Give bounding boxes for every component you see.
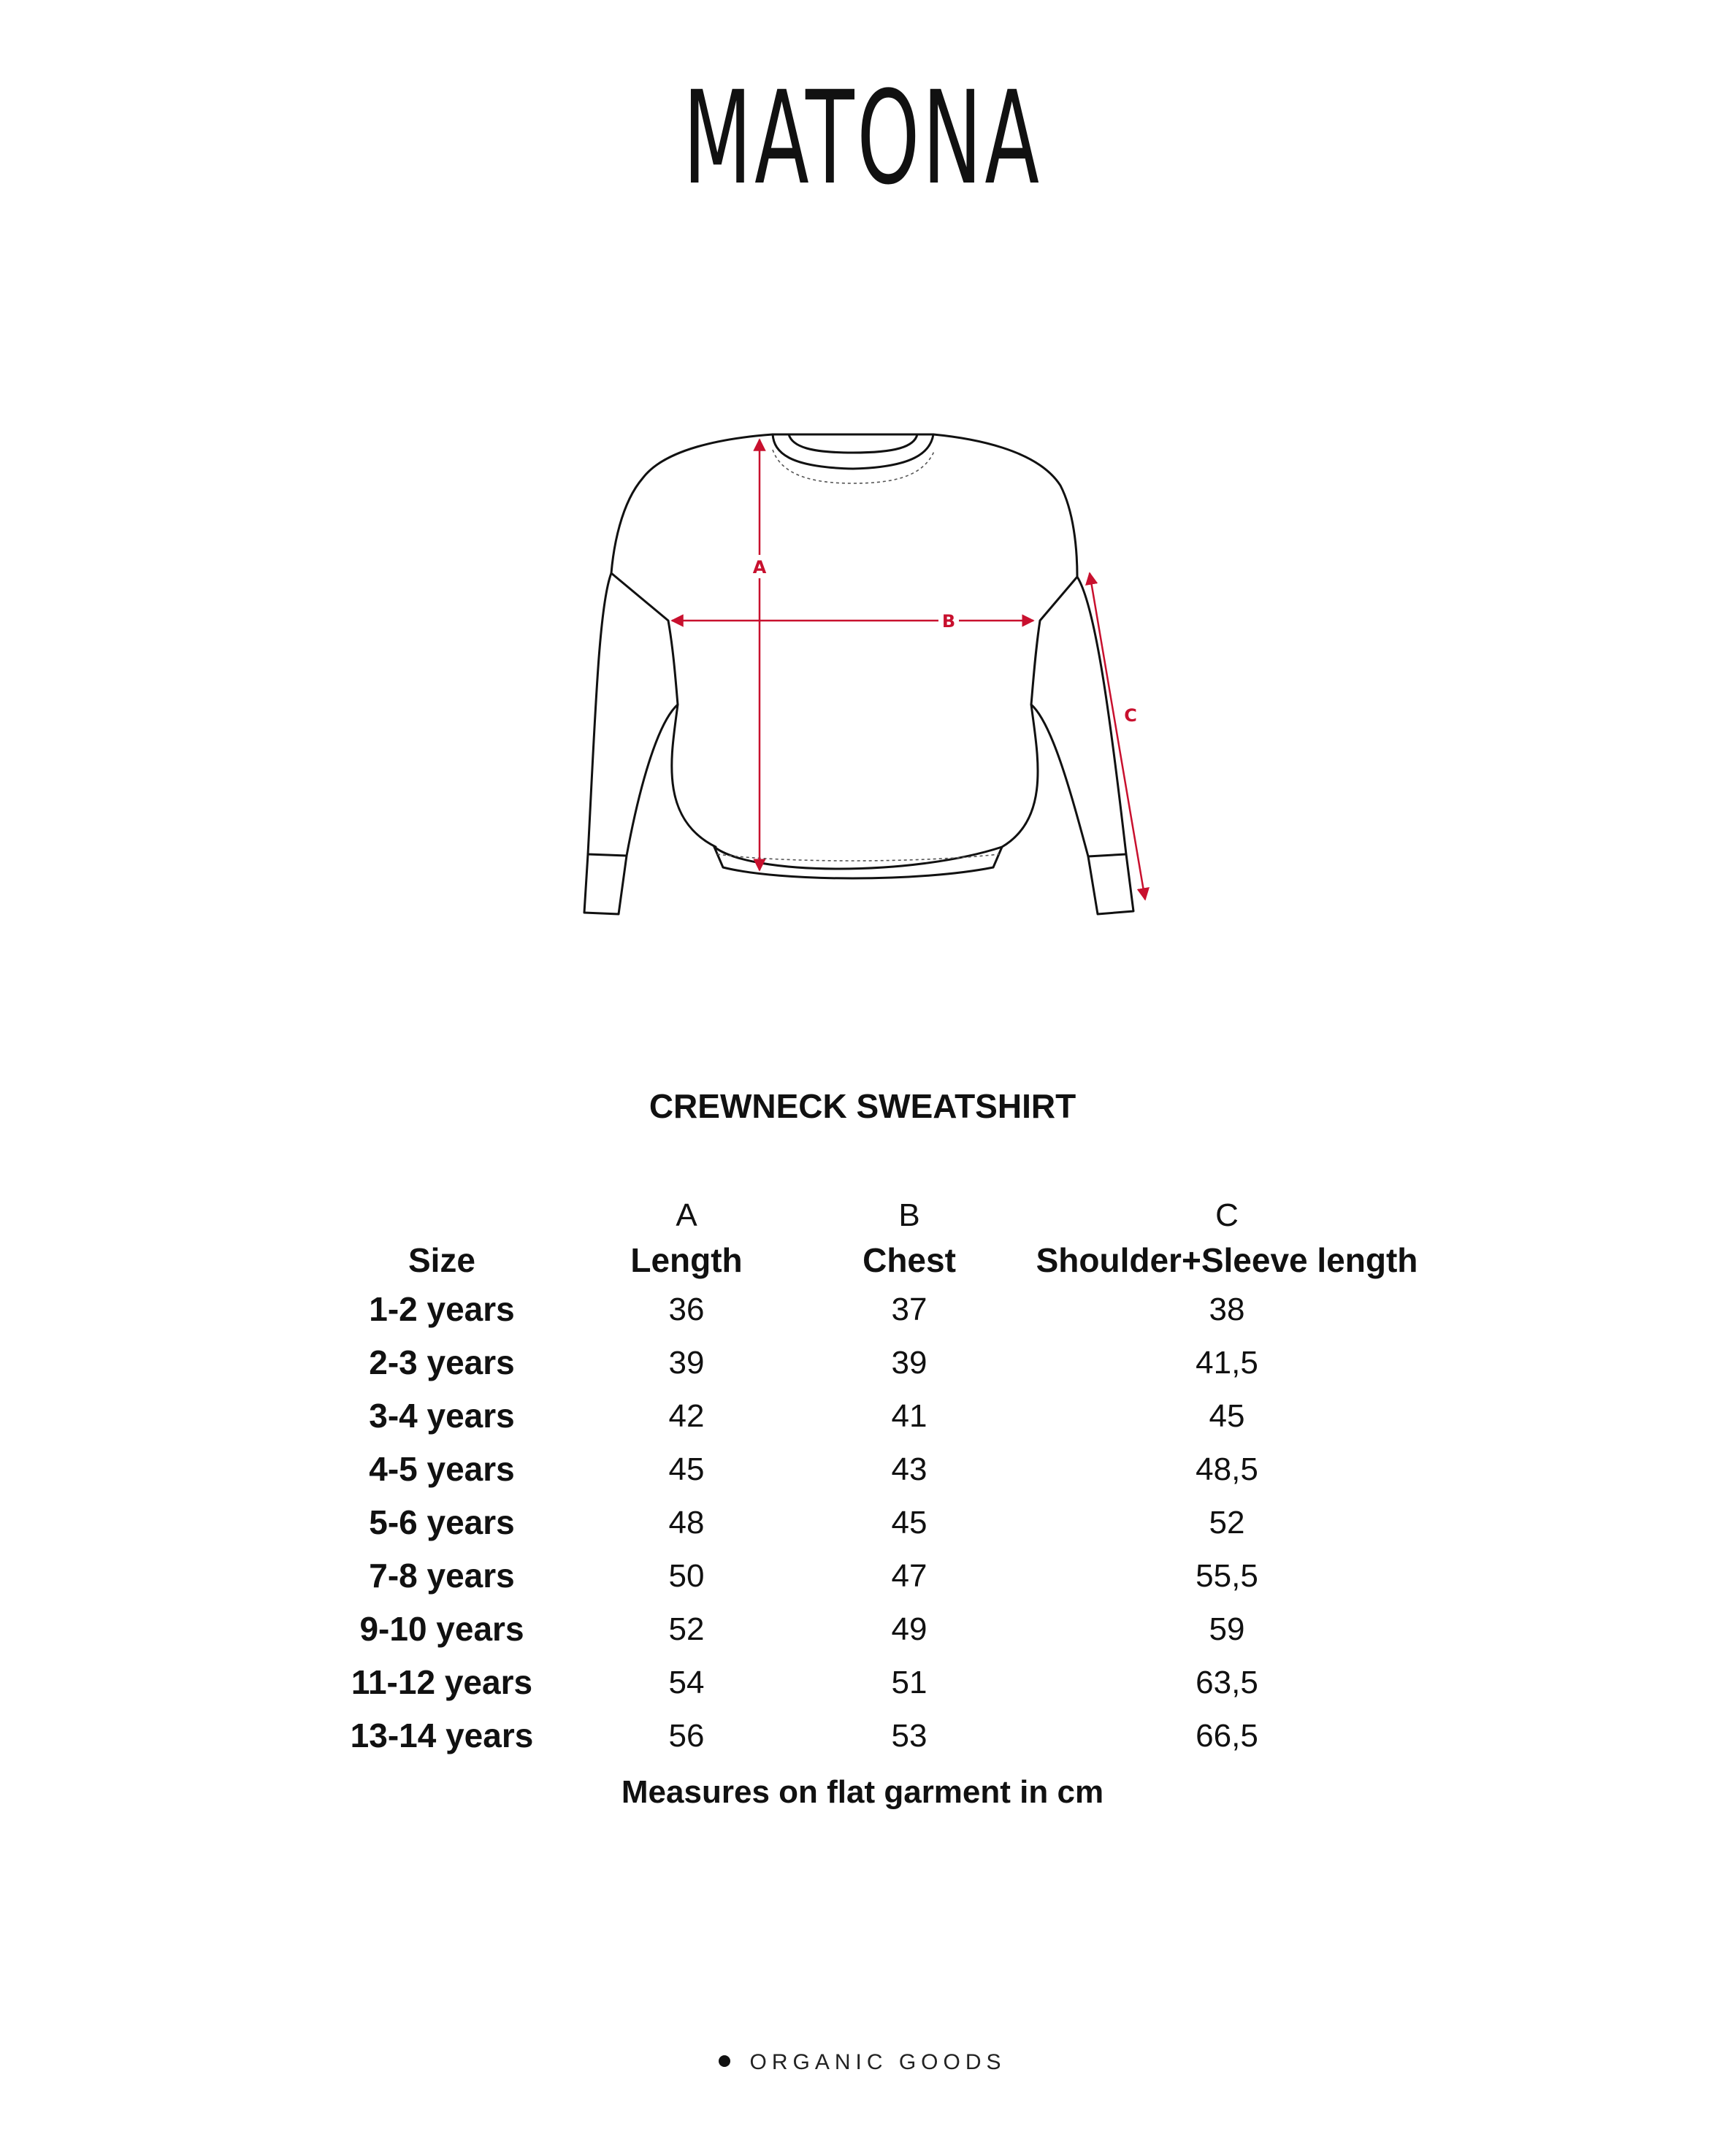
sweatshirt-body xyxy=(611,434,1077,869)
size-cell: 13-14 years xyxy=(350,1716,534,1754)
garment-diagram xyxy=(540,409,1183,920)
size-cell: 2-3 years xyxy=(369,1343,515,1381)
table-row xyxy=(307,1336,1431,1389)
length-cell: 56 xyxy=(668,1718,705,1754)
brand-logo: MATONA xyxy=(683,64,1042,213)
header-shoulder-sleeve: Shoulder+Sleeve length xyxy=(1036,1241,1418,1279)
header-size: Size xyxy=(408,1241,476,1279)
shoulder-sleeve-cell: 38 xyxy=(1209,1292,1245,1327)
chest-cell: 49 xyxy=(891,1611,927,1647)
header-letter-b: B xyxy=(898,1197,920,1233)
length-cell: 54 xyxy=(668,1665,705,1700)
right-sleeve xyxy=(1031,577,1126,856)
shoulder-sleeve-cell: 63,5 xyxy=(1196,1665,1258,1700)
header-letter-c: C xyxy=(1215,1197,1239,1233)
table-row xyxy=(307,1443,1431,1496)
header-letter-size xyxy=(307,1194,577,1238)
chest-cell: 41 xyxy=(891,1398,927,1434)
shoulder-sleeve-cell: 48,5 xyxy=(1196,1451,1258,1487)
table-row xyxy=(307,1603,1431,1656)
header-chest: Chest xyxy=(862,1241,956,1279)
measure-b-label: B xyxy=(941,611,956,632)
table-row xyxy=(307,1389,1431,1443)
header-length: Length xyxy=(630,1241,743,1279)
neckline-inner xyxy=(789,434,917,453)
chest-cell: 37 xyxy=(891,1292,927,1327)
size-cell: 4-5 years xyxy=(369,1450,515,1488)
measurement-footnote: Measures on flat garment in cm xyxy=(621,1774,1104,1810)
measure-a-label: A xyxy=(752,557,767,578)
table-row xyxy=(307,1496,1431,1549)
product-title: CREWNECK SWEATSHIRT xyxy=(649,1087,1076,1125)
length-cell: 45 xyxy=(668,1451,705,1487)
length-cell: 36 xyxy=(668,1292,705,1327)
shoulder-sleeve-cell: 55,5 xyxy=(1196,1558,1258,1594)
measure-c-line xyxy=(1090,573,1145,899)
size-cell: 11-12 years xyxy=(351,1663,533,1701)
size-chart-table xyxy=(307,1194,1431,1762)
left-cuff xyxy=(584,854,627,914)
header-letter-row xyxy=(307,1194,1431,1238)
header-letter-a: A xyxy=(676,1197,697,1233)
table-row xyxy=(307,1283,1431,1336)
length-cell: 52 xyxy=(668,1611,705,1647)
shoulder-sleeve-cell: 52 xyxy=(1209,1505,1245,1541)
table-row xyxy=(307,1549,1431,1603)
length-cell: 42 xyxy=(668,1398,705,1434)
neck-stitch xyxy=(773,450,935,483)
size-cell: 9-10 years xyxy=(359,1610,524,1648)
size-cell: 3-4 years xyxy=(369,1397,515,1435)
sweatshirt-flat-sketch xyxy=(540,409,1183,920)
left-sleeve xyxy=(588,573,678,856)
chest-cell: 39 xyxy=(891,1345,927,1381)
table-row xyxy=(307,1656,1431,1709)
footer-tagline xyxy=(0,2050,1725,2075)
bullet-dot-icon xyxy=(719,2055,730,2067)
header-name-row xyxy=(307,1238,1431,1283)
chest-cell: 45 xyxy=(891,1505,927,1541)
shoulder-sleeve-cell: 45 xyxy=(1209,1398,1245,1434)
measurement-lines xyxy=(672,440,1145,899)
chest-cell: 51 xyxy=(891,1665,927,1700)
measure-c-label: C xyxy=(1124,705,1137,726)
shoulder-sleeve-cell: 41,5 xyxy=(1196,1345,1258,1381)
chest-cell: 47 xyxy=(891,1558,927,1594)
sweatshirt-outline xyxy=(584,434,1133,914)
table-row xyxy=(307,1709,1431,1762)
size-cell: 1-2 years xyxy=(369,1290,515,1328)
chest-cell: 43 xyxy=(891,1451,927,1487)
right-cuff xyxy=(1088,854,1133,914)
length-cell: 39 xyxy=(668,1345,705,1381)
size-cell: 5-6 years xyxy=(369,1503,515,1541)
chest-cell: 53 xyxy=(891,1718,927,1754)
shoulder-sleeve-cell: 66,5 xyxy=(1196,1718,1258,1754)
tagline-text: ORGANIC GOODS xyxy=(749,2050,1006,2074)
length-cell: 50 xyxy=(668,1558,705,1594)
size-cell: 7-8 years xyxy=(369,1557,515,1595)
length-cell: 48 xyxy=(668,1505,705,1541)
shoulder-sleeve-cell: 59 xyxy=(1209,1611,1245,1647)
